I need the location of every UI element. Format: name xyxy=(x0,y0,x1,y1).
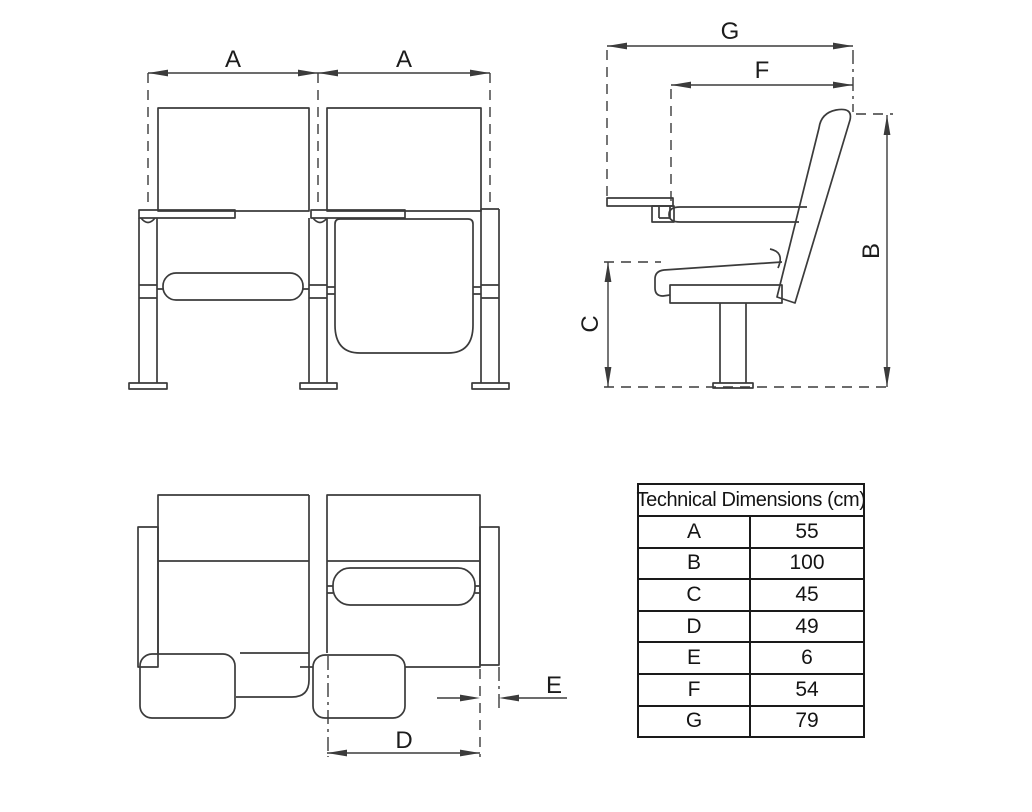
pedestal xyxy=(720,303,746,383)
left-post xyxy=(139,218,157,383)
dim-letter: B xyxy=(639,549,751,579)
left-backrest xyxy=(158,108,309,211)
right-tablet-plan xyxy=(313,655,405,718)
arrowhead xyxy=(605,262,612,282)
left-tablet-plan xyxy=(140,654,235,718)
top-view xyxy=(138,495,567,757)
table-row xyxy=(639,549,863,581)
arrowhead xyxy=(607,43,627,50)
dim-value: 100 xyxy=(789,551,825,575)
arrowhead xyxy=(148,70,168,77)
dim-value: 6 xyxy=(801,646,813,670)
dimensions-table xyxy=(637,483,865,738)
right-post xyxy=(481,209,499,383)
arrowhead xyxy=(460,750,480,757)
seat-folded-up xyxy=(163,273,303,300)
table-row xyxy=(639,707,863,737)
seat-base-side xyxy=(670,285,782,303)
seat-cushion-side xyxy=(655,262,782,296)
middle-post xyxy=(309,218,327,383)
dim-label-e: E xyxy=(545,672,563,699)
table-title: Technical Dimensions (cm) xyxy=(639,485,863,517)
foot-plate xyxy=(300,383,337,389)
dim-value: 55 xyxy=(795,519,819,543)
table-row xyxy=(639,612,863,644)
table-row xyxy=(639,517,863,549)
right-side-panel xyxy=(480,527,499,665)
dim-value: 54 xyxy=(795,677,819,701)
left-side-panel xyxy=(138,527,158,667)
arrowhead xyxy=(298,70,318,77)
dim-value: 45 xyxy=(795,582,819,606)
dim-letter: A xyxy=(639,517,751,547)
arrowhead xyxy=(470,70,490,77)
arrowhead xyxy=(833,82,853,89)
arrowhead xyxy=(318,70,338,77)
arrowhead xyxy=(833,43,853,50)
arrowhead xyxy=(671,82,691,89)
dim-label-f: F xyxy=(754,57,770,84)
dim-label-g: G xyxy=(720,18,740,45)
arrowhead xyxy=(605,367,612,387)
table-row xyxy=(639,643,863,675)
dim-label-a-right: A xyxy=(395,46,413,73)
right-seat-plan xyxy=(327,495,480,667)
dim-label-a-left: A xyxy=(224,46,242,73)
arrowhead xyxy=(884,367,891,387)
dim-letter: E xyxy=(639,643,751,673)
dim-value: 79 xyxy=(795,709,819,733)
foot-plate xyxy=(129,383,167,389)
dim-letter: D xyxy=(639,612,751,642)
dim-label-c: C xyxy=(577,315,604,333)
arrowhead xyxy=(499,695,519,702)
armrest-side xyxy=(669,207,807,222)
seat-folded-down xyxy=(335,219,473,353)
foot-plate xyxy=(472,383,509,389)
tablet-side xyxy=(607,198,673,206)
dim-value: 49 xyxy=(795,614,819,638)
table-row xyxy=(639,580,863,612)
arrowhead xyxy=(327,750,347,757)
arrowhead xyxy=(884,115,891,135)
cushion-hinge-tab xyxy=(327,586,480,593)
left-seat-plan xyxy=(158,495,309,697)
seat-cushion-plan xyxy=(333,568,475,605)
dim-label-b: B xyxy=(858,242,885,260)
dim-letter: G xyxy=(639,707,751,737)
side-view xyxy=(577,18,893,388)
table-row xyxy=(639,675,863,707)
right-backrest xyxy=(327,108,481,211)
arrowhead xyxy=(460,695,480,702)
dim-letter: C xyxy=(639,580,751,610)
seat-hinge-tab xyxy=(327,287,481,294)
dim-letter: F xyxy=(639,675,751,705)
front-view xyxy=(129,46,509,389)
pedestal-base xyxy=(713,383,753,388)
dim-label-d: D xyxy=(395,727,413,754)
seat-back-crease xyxy=(770,249,780,268)
